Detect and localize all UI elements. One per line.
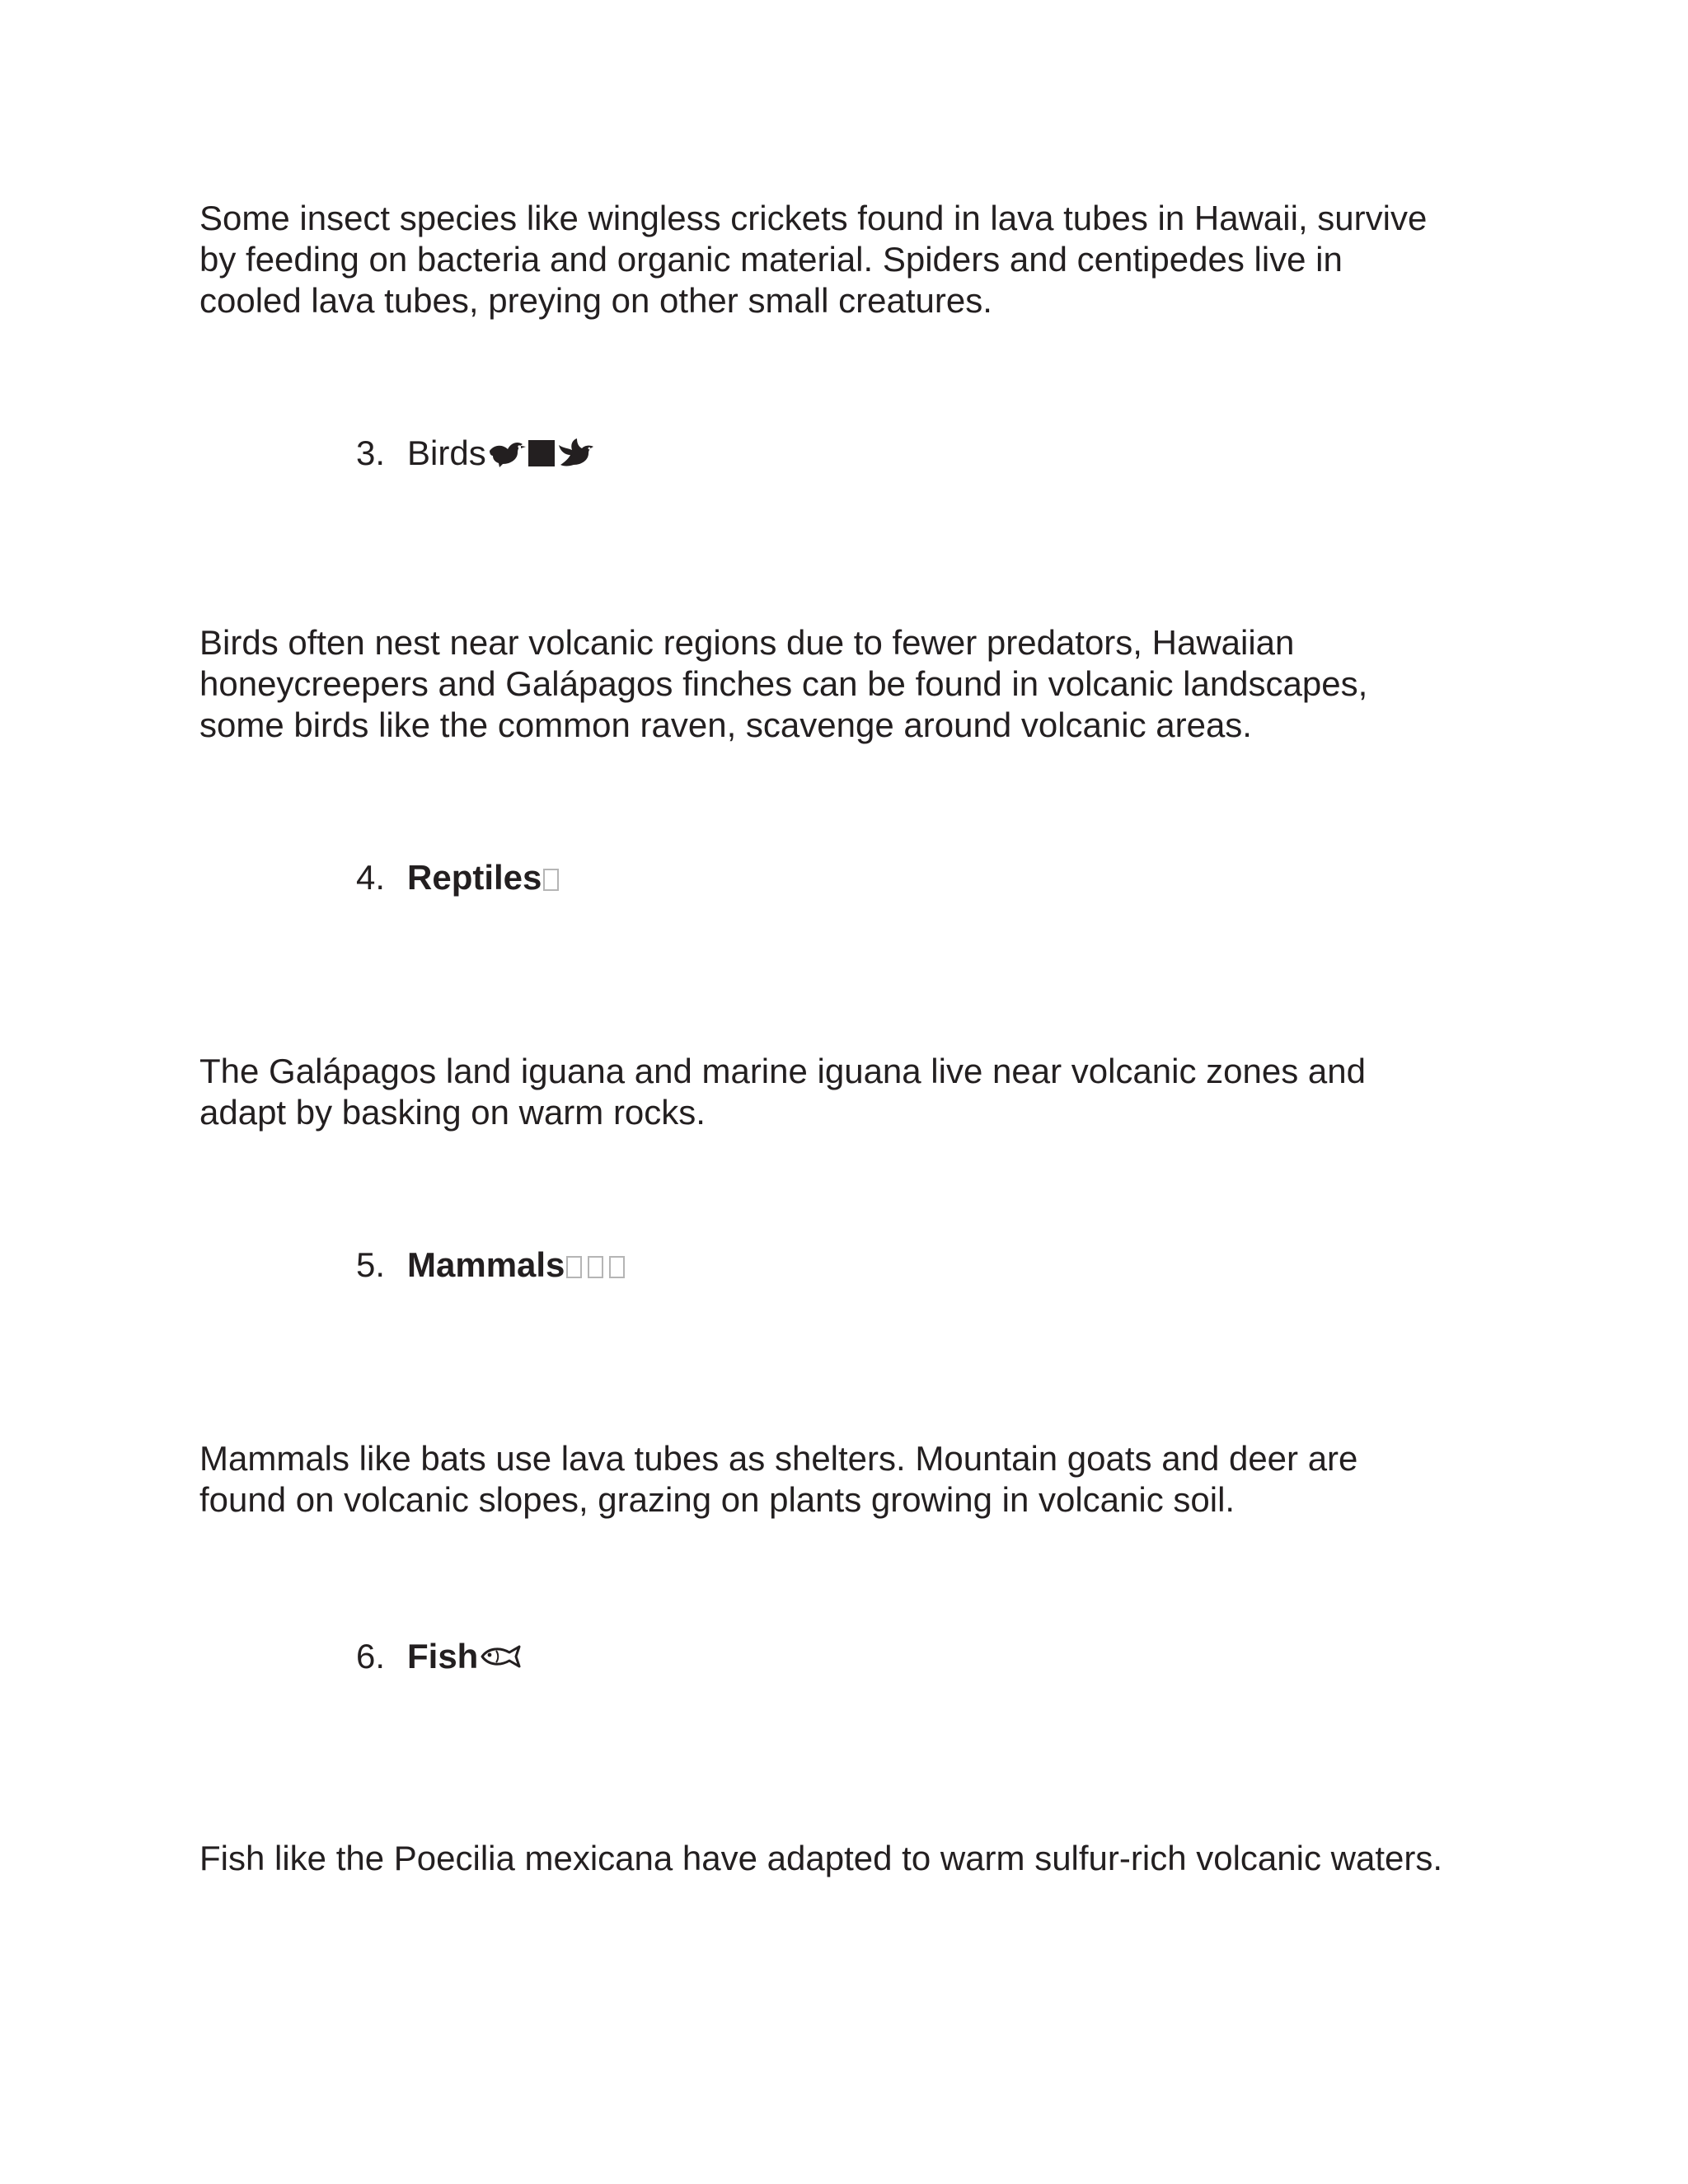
- black-square-icon: [526, 438, 557, 468]
- mammals-paragraph: Mammals like bats use lava tubes as shelters. Mountain goats and deer are found on volcanic slopes, grazing on plants growing in volcanic soil.: [199, 1439, 1358, 1519]
- section-title: Birds: [407, 434, 486, 472]
- section-icons: [480, 1644, 523, 1669]
- section-heading-birds: [356, 433, 595, 474]
- section-number: 6.: [356, 1637, 386, 1675]
- section-icons: [566, 1253, 631, 1278]
- birds-paragraph: Birds often nest near volcanic regions due to fewer predators, Hawaiian honeycreepers and Galápagos finches can be found in volcanic landscapes, some birds like the common raven, scavenge around volcanic areas.: [199, 623, 1368, 744]
- missing-glyph-icon: [566, 1256, 582, 1278]
- intro-paragraph: Some insect species like wingless crickets found in lava tubes in Hawaii, survive by feeding on bacteria and organic material. Spiders and centipedes live in cooled lava tubes, preying on other small creatures.: [199, 199, 1428, 320]
- section-title: Reptiles: [407, 858, 542, 897]
- dove-icon: [557, 438, 595, 468]
- section-heading-reptiles: [356, 857, 565, 898]
- fish-paragraph: Fish like the Poecilia mexicana have adapted to warm sulfur-rich volcanic waters.: [199, 1839, 1443, 1877]
- section-icons: [488, 438, 595, 468]
- bird-icon: [488, 439, 526, 467]
- section-number: 5.: [356, 1245, 386, 1284]
- section-number: 4.: [356, 858, 386, 897]
- section-number: 3.: [356, 434, 386, 472]
- section-heading-fish: [356, 1636, 523, 1677]
- fish-icon: [480, 1644, 523, 1669]
- section-title: Mammals: [407, 1245, 565, 1284]
- section-heading-mammals: [356, 1244, 631, 1286]
- section-title: Fish: [407, 1637, 479, 1675]
- missing-glyph-icon: [543, 869, 559, 891]
- reptiles-paragraph: The Galápagos land iguana and marine iguana live near volcanic zones and adapt by basking on warm rocks.: [199, 1052, 1366, 1132]
- section-icons: [543, 865, 565, 891]
- missing-glyph-icon: [609, 1256, 625, 1278]
- missing-glyph-icon: [588, 1256, 603, 1278]
